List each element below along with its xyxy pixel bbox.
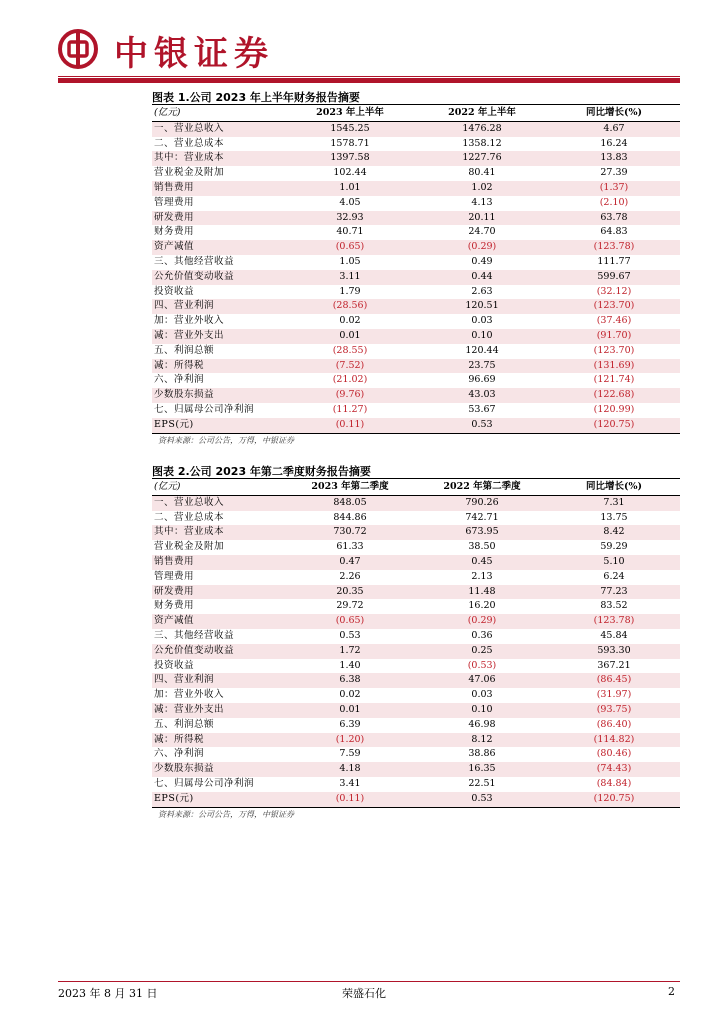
cell-value: (91.70) bbox=[548, 329, 680, 344]
cell-value: (123.70) bbox=[548, 299, 680, 314]
cell-value: 0.01 bbox=[284, 329, 416, 344]
table-row bbox=[152, 151, 680, 166]
cell-value: (1.20) bbox=[284, 733, 416, 748]
cell-value: (11.27) bbox=[332, 403, 368, 415]
cell-value: 8.42 bbox=[548, 525, 680, 540]
table-row bbox=[152, 629, 680, 644]
cell-value: 4.05 bbox=[339, 196, 361, 208]
cell-value: (86.45) bbox=[548, 673, 680, 688]
cell-value: (123.78) bbox=[548, 614, 680, 629]
cell-value: (123.70) bbox=[593, 344, 635, 356]
cell-value: (0.65) bbox=[284, 240, 416, 255]
table2-col-header: 同比增长(%) bbox=[548, 480, 680, 495]
cell-value: 2.26 bbox=[339, 570, 361, 582]
cell-value: 0.03 bbox=[471, 689, 493, 701]
row-label: 研发费用 bbox=[152, 211, 284, 226]
row-label: 管理费用 bbox=[154, 196, 195, 208]
cell-value: 673.95 bbox=[416, 525, 548, 540]
cell-value: (0.29) bbox=[416, 240, 548, 255]
cell-value: 120.51 bbox=[416, 299, 548, 314]
table-row bbox=[152, 688, 680, 703]
cell-value: 120.44 bbox=[465, 344, 499, 356]
table-row bbox=[152, 495, 680, 510]
table-row bbox=[152, 388, 680, 403]
cell-value: (120.75) bbox=[548, 418, 680, 433]
brand-name: 中银证券 bbox=[114, 34, 274, 74]
cell-value: 7.59 bbox=[339, 748, 361, 760]
cell-value: 59.29 bbox=[600, 541, 628, 553]
cell-value: 0.25 bbox=[416, 644, 548, 659]
row-label: 加：营业外收入 bbox=[154, 689, 225, 701]
table-row bbox=[152, 599, 680, 614]
row-label: 六、净利润 bbox=[154, 748, 205, 760]
cell-value: 0.44 bbox=[416, 270, 548, 285]
cell-value: 3.41 bbox=[339, 777, 361, 789]
cell-value: 1.05 bbox=[339, 255, 361, 267]
row-label: 二、营业总成本 bbox=[154, 511, 225, 523]
table-row bbox=[152, 511, 680, 526]
table-row bbox=[152, 240, 680, 255]
cell-value: 0.02 bbox=[339, 689, 361, 701]
cell-value: 4.67 bbox=[548, 121, 680, 136]
cell-value: 4.13 bbox=[471, 196, 493, 208]
row-label: 营业税金及附加 bbox=[154, 541, 225, 553]
cell-value: 599.67 bbox=[548, 270, 680, 285]
footer-rule bbox=[58, 981, 680, 982]
cell-value: 40.71 bbox=[336, 226, 364, 238]
cell-value: 0.47 bbox=[284, 555, 416, 570]
table2-header-row bbox=[152, 480, 680, 495]
cell-value: 0.10 bbox=[416, 703, 548, 718]
cell-value: 0.10 bbox=[416, 329, 548, 344]
cell-value: 64.83 bbox=[600, 226, 628, 238]
row-label: 二、营业总成本 bbox=[154, 137, 225, 149]
cell-value: (0.29) bbox=[416, 614, 548, 629]
cell-value: 6.39 bbox=[339, 718, 361, 730]
cell-value: 1397.58 bbox=[284, 151, 416, 166]
cell-value: 53.67 bbox=[468, 403, 496, 415]
cell-value: 77.23 bbox=[548, 585, 680, 600]
cell-value: (28.56) bbox=[284, 299, 416, 314]
cell-value: 1545.25 bbox=[284, 121, 416, 136]
cell-value: 848.05 bbox=[284, 495, 416, 510]
row-label: 财务费用 bbox=[154, 226, 195, 238]
row-label: 公允价值变动收益 bbox=[152, 644, 284, 659]
table-row bbox=[152, 359, 680, 374]
cell-value: 8.12 bbox=[416, 733, 548, 748]
table-row bbox=[152, 673, 680, 688]
cell-value: 38.86 bbox=[468, 748, 496, 760]
row-label: 七、归属母公司净利润 bbox=[154, 777, 255, 789]
row-label: 减：所得税 bbox=[152, 733, 284, 748]
cell-value: 790.26 bbox=[416, 495, 548, 510]
cell-value: 61.33 bbox=[336, 541, 364, 553]
table-row bbox=[152, 525, 680, 540]
row-label: 一、营业总收入 bbox=[152, 495, 284, 510]
table-row bbox=[152, 255, 680, 270]
row-label: 七、归属母公司净利润 bbox=[154, 403, 255, 415]
cell-value: 0.45 bbox=[416, 555, 548, 570]
cell-value: (28.55) bbox=[332, 344, 368, 356]
row-label: 三、其他经营收益 bbox=[154, 629, 235, 641]
table-row bbox=[152, 570, 680, 585]
footer-company: 荣盛石化 bbox=[342, 987, 386, 1000]
cell-value: 80.41 bbox=[468, 167, 496, 179]
table-row bbox=[152, 747, 680, 762]
table-row bbox=[152, 644, 680, 659]
cell-value: 0.53 bbox=[339, 629, 361, 641]
cell-value: (122.68) bbox=[548, 388, 680, 403]
table-row bbox=[152, 196, 680, 211]
cell-value: (123.78) bbox=[548, 240, 680, 255]
bank-of-china-logo-icon bbox=[58, 29, 98, 69]
cell-value: (21.02) bbox=[332, 374, 368, 386]
cell-value: 1578.71 bbox=[330, 137, 370, 149]
cell-value: 0.02 bbox=[339, 315, 361, 327]
cell-value: 3.11 bbox=[284, 270, 416, 285]
table2-title-rule bbox=[152, 478, 680, 479]
cell-value: 0.01 bbox=[284, 703, 416, 718]
cell-value: (80.46) bbox=[596, 748, 632, 760]
row-label: 一、营业总收入 bbox=[152, 121, 284, 136]
table-row bbox=[152, 344, 680, 359]
row-label: 资产减值 bbox=[152, 614, 284, 629]
table-row bbox=[152, 585, 680, 600]
cell-value: 13.83 bbox=[548, 151, 680, 166]
row-label: 营业税金及附加 bbox=[154, 167, 225, 179]
table-row bbox=[152, 285, 680, 300]
row-label: 其中：营业成本 bbox=[152, 525, 284, 540]
table-row bbox=[152, 718, 680, 733]
table1-col-header: 同比增长(%) bbox=[548, 106, 680, 121]
table1-col-header: 2022 年上半年 bbox=[416, 106, 548, 121]
cell-value: (1.37) bbox=[548, 181, 680, 196]
table1-title-rule bbox=[152, 104, 680, 105]
cell-value: (0.53) bbox=[467, 659, 497, 671]
row-label: 六、净利润 bbox=[154, 374, 205, 386]
row-label: 销售费用 bbox=[152, 181, 284, 196]
cell-value: 32.93 bbox=[284, 211, 416, 226]
cell-value: 16.20 bbox=[468, 600, 496, 612]
table2-title: 图表 2.公司 2023 年第二季度财务报告摘要 bbox=[152, 465, 371, 478]
cell-value: 0.53 bbox=[416, 792, 548, 807]
table-row bbox=[152, 299, 680, 314]
cell-value: 1227.76 bbox=[416, 151, 548, 166]
cell-value: 7.31 bbox=[548, 495, 680, 510]
cell-value: (86.40) bbox=[596, 718, 632, 730]
cell-value: 730.72 bbox=[284, 525, 416, 540]
table2-col-header: (亿元) bbox=[152, 480, 284, 495]
cell-value: (0.65) bbox=[284, 614, 416, 629]
table-row bbox=[152, 659, 680, 674]
row-label: 研发费用 bbox=[152, 585, 284, 600]
footer-date: 2023 年 8 月 31 日 bbox=[58, 987, 158, 1000]
row-label: 四、营业利润 bbox=[152, 299, 284, 314]
table-row bbox=[152, 555, 680, 570]
table-row bbox=[152, 137, 680, 152]
row-label: 四、营业利润 bbox=[152, 673, 284, 688]
row-label: 减：营业外支出 bbox=[152, 703, 284, 718]
cell-value: 1.72 bbox=[284, 644, 416, 659]
row-label: 财务费用 bbox=[154, 600, 195, 612]
cell-value: 0.49 bbox=[471, 255, 493, 267]
cell-value: 29.72 bbox=[336, 600, 364, 612]
cell-value: (0.11) bbox=[284, 792, 416, 807]
row-label: 资产减值 bbox=[152, 240, 284, 255]
table-row bbox=[152, 403, 680, 418]
row-label: 其中：营业成本 bbox=[152, 151, 284, 166]
cell-value: 0.53 bbox=[416, 418, 548, 433]
cell-value: 96.69 bbox=[468, 374, 496, 386]
table-row bbox=[152, 166, 680, 181]
table1-col-header: 2023 年上半年 bbox=[284, 106, 416, 121]
cell-value: 1.01 bbox=[284, 181, 416, 196]
cell-value: 844.86 bbox=[333, 511, 367, 523]
cell-value: 23.75 bbox=[416, 359, 548, 374]
row-label: EPS(元) bbox=[152, 792, 284, 807]
header-thin-rule bbox=[58, 76, 680, 77]
table1-header-row bbox=[152, 106, 680, 121]
header-rule bbox=[58, 78, 680, 83]
row-label: 少数股东损益 bbox=[152, 388, 284, 403]
cell-value: (93.75) bbox=[548, 703, 680, 718]
cell-value: 20.11 bbox=[416, 211, 548, 226]
table-row bbox=[152, 733, 680, 748]
cell-value: 24.70 bbox=[468, 226, 496, 238]
table-row bbox=[152, 270, 680, 285]
cell-value: 0.36 bbox=[471, 629, 493, 641]
table1-source: 资料来源：公司公告，万得，中银证券 bbox=[158, 436, 294, 445]
cell-value: 2.63 bbox=[471, 285, 493, 297]
table1 bbox=[152, 106, 680, 434]
table-row bbox=[152, 373, 680, 388]
cell-value: 46.98 bbox=[468, 718, 496, 730]
table-row bbox=[152, 181, 680, 196]
row-label: 管理费用 bbox=[154, 570, 195, 582]
cell-value: (2.10) bbox=[599, 196, 629, 208]
cell-value: 102.44 bbox=[333, 167, 367, 179]
row-label: 五、利润总额 bbox=[154, 718, 215, 730]
table-row bbox=[152, 762, 680, 777]
cell-value: 6.24 bbox=[603, 570, 625, 582]
table-row bbox=[152, 329, 680, 344]
table-row bbox=[152, 211, 680, 226]
table-row bbox=[152, 540, 680, 555]
row-label: 三、其他经营收益 bbox=[154, 255, 235, 267]
row-label: 五、利润总额 bbox=[154, 344, 215, 356]
table-row bbox=[152, 121, 680, 136]
cell-value: 20.35 bbox=[284, 585, 416, 600]
cell-value: 45.84 bbox=[600, 629, 628, 641]
cell-value: 2.13 bbox=[471, 570, 493, 582]
cell-value: 63.78 bbox=[548, 211, 680, 226]
cell-value: (7.52) bbox=[284, 359, 416, 374]
cell-value: (74.43) bbox=[548, 762, 680, 777]
table2-col-header: 2022 年第二季度 bbox=[416, 480, 548, 495]
cell-value: 111.77 bbox=[597, 255, 631, 267]
row-label: 少数股东损益 bbox=[152, 762, 284, 777]
cell-value: 1.40 bbox=[339, 659, 361, 671]
cell-value: (120.75) bbox=[548, 792, 680, 807]
cell-value: (121.74) bbox=[593, 374, 635, 386]
cell-value: 13.75 bbox=[600, 511, 628, 523]
table-row bbox=[152, 703, 680, 718]
cell-value: 22.51 bbox=[468, 777, 496, 789]
cell-value: 16.35 bbox=[416, 762, 548, 777]
row-label: 减：营业外支出 bbox=[152, 329, 284, 344]
page-number: 2 bbox=[668, 985, 675, 998]
cell-value: 367.21 bbox=[597, 659, 631, 671]
cell-value: (0.11) bbox=[284, 418, 416, 433]
table2 bbox=[152, 480, 680, 808]
table1-title: 图表 1.公司 2023 年上半年财务报告摘要 bbox=[152, 91, 360, 104]
cell-value: 1.79 bbox=[339, 285, 361, 297]
table-row bbox=[152, 314, 680, 329]
cell-value: (131.69) bbox=[548, 359, 680, 374]
table-row bbox=[152, 777, 680, 792]
cell-value: (32.12) bbox=[596, 285, 632, 297]
table2-source: 资料来源：公司公告，万得，中银证券 bbox=[158, 810, 294, 819]
row-label: 销售费用 bbox=[152, 555, 284, 570]
cell-value: 43.03 bbox=[416, 388, 548, 403]
table-row bbox=[152, 792, 680, 807]
cell-value: (9.76) bbox=[284, 388, 416, 403]
cell-value: (37.46) bbox=[596, 315, 632, 327]
cell-value: 47.06 bbox=[416, 673, 548, 688]
cell-value: 4.18 bbox=[284, 762, 416, 777]
table-row bbox=[152, 418, 680, 433]
cell-value: 1.02 bbox=[416, 181, 548, 196]
cell-value: 83.52 bbox=[600, 600, 628, 612]
cell-value: 593.30 bbox=[548, 644, 680, 659]
cell-value: (31.97) bbox=[596, 689, 632, 701]
cell-value: 5.10 bbox=[548, 555, 680, 570]
cell-value: 1358.12 bbox=[462, 137, 502, 149]
cell-value: 0.03 bbox=[471, 315, 493, 327]
cell-value: 1476.28 bbox=[416, 121, 548, 136]
table-row bbox=[152, 225, 680, 240]
row-label: 加：营业外收入 bbox=[154, 315, 225, 327]
table1-col-header: (亿元) bbox=[152, 106, 284, 121]
row-label: 投资收益 bbox=[154, 285, 195, 297]
row-label: 投资收益 bbox=[154, 659, 195, 671]
page-header bbox=[0, 0, 724, 82]
table-row bbox=[152, 614, 680, 629]
cell-value: 11.48 bbox=[416, 585, 548, 600]
table2-col-header: 2023 年第二季度 bbox=[284, 480, 416, 495]
cell-value: 16.24 bbox=[600, 137, 628, 149]
cell-value: 27.39 bbox=[600, 167, 628, 179]
cell-value: (120.99) bbox=[593, 403, 635, 415]
row-label: EPS(元) bbox=[152, 418, 284, 433]
cell-value: (84.84) bbox=[596, 777, 632, 789]
cell-value: 6.38 bbox=[284, 673, 416, 688]
cell-value: (114.82) bbox=[548, 733, 680, 748]
row-label: 减：所得税 bbox=[152, 359, 284, 374]
cell-value: 38.50 bbox=[468, 541, 496, 553]
row-label: 公允价值变动收益 bbox=[152, 270, 284, 285]
cell-value: 742.71 bbox=[465, 511, 499, 523]
